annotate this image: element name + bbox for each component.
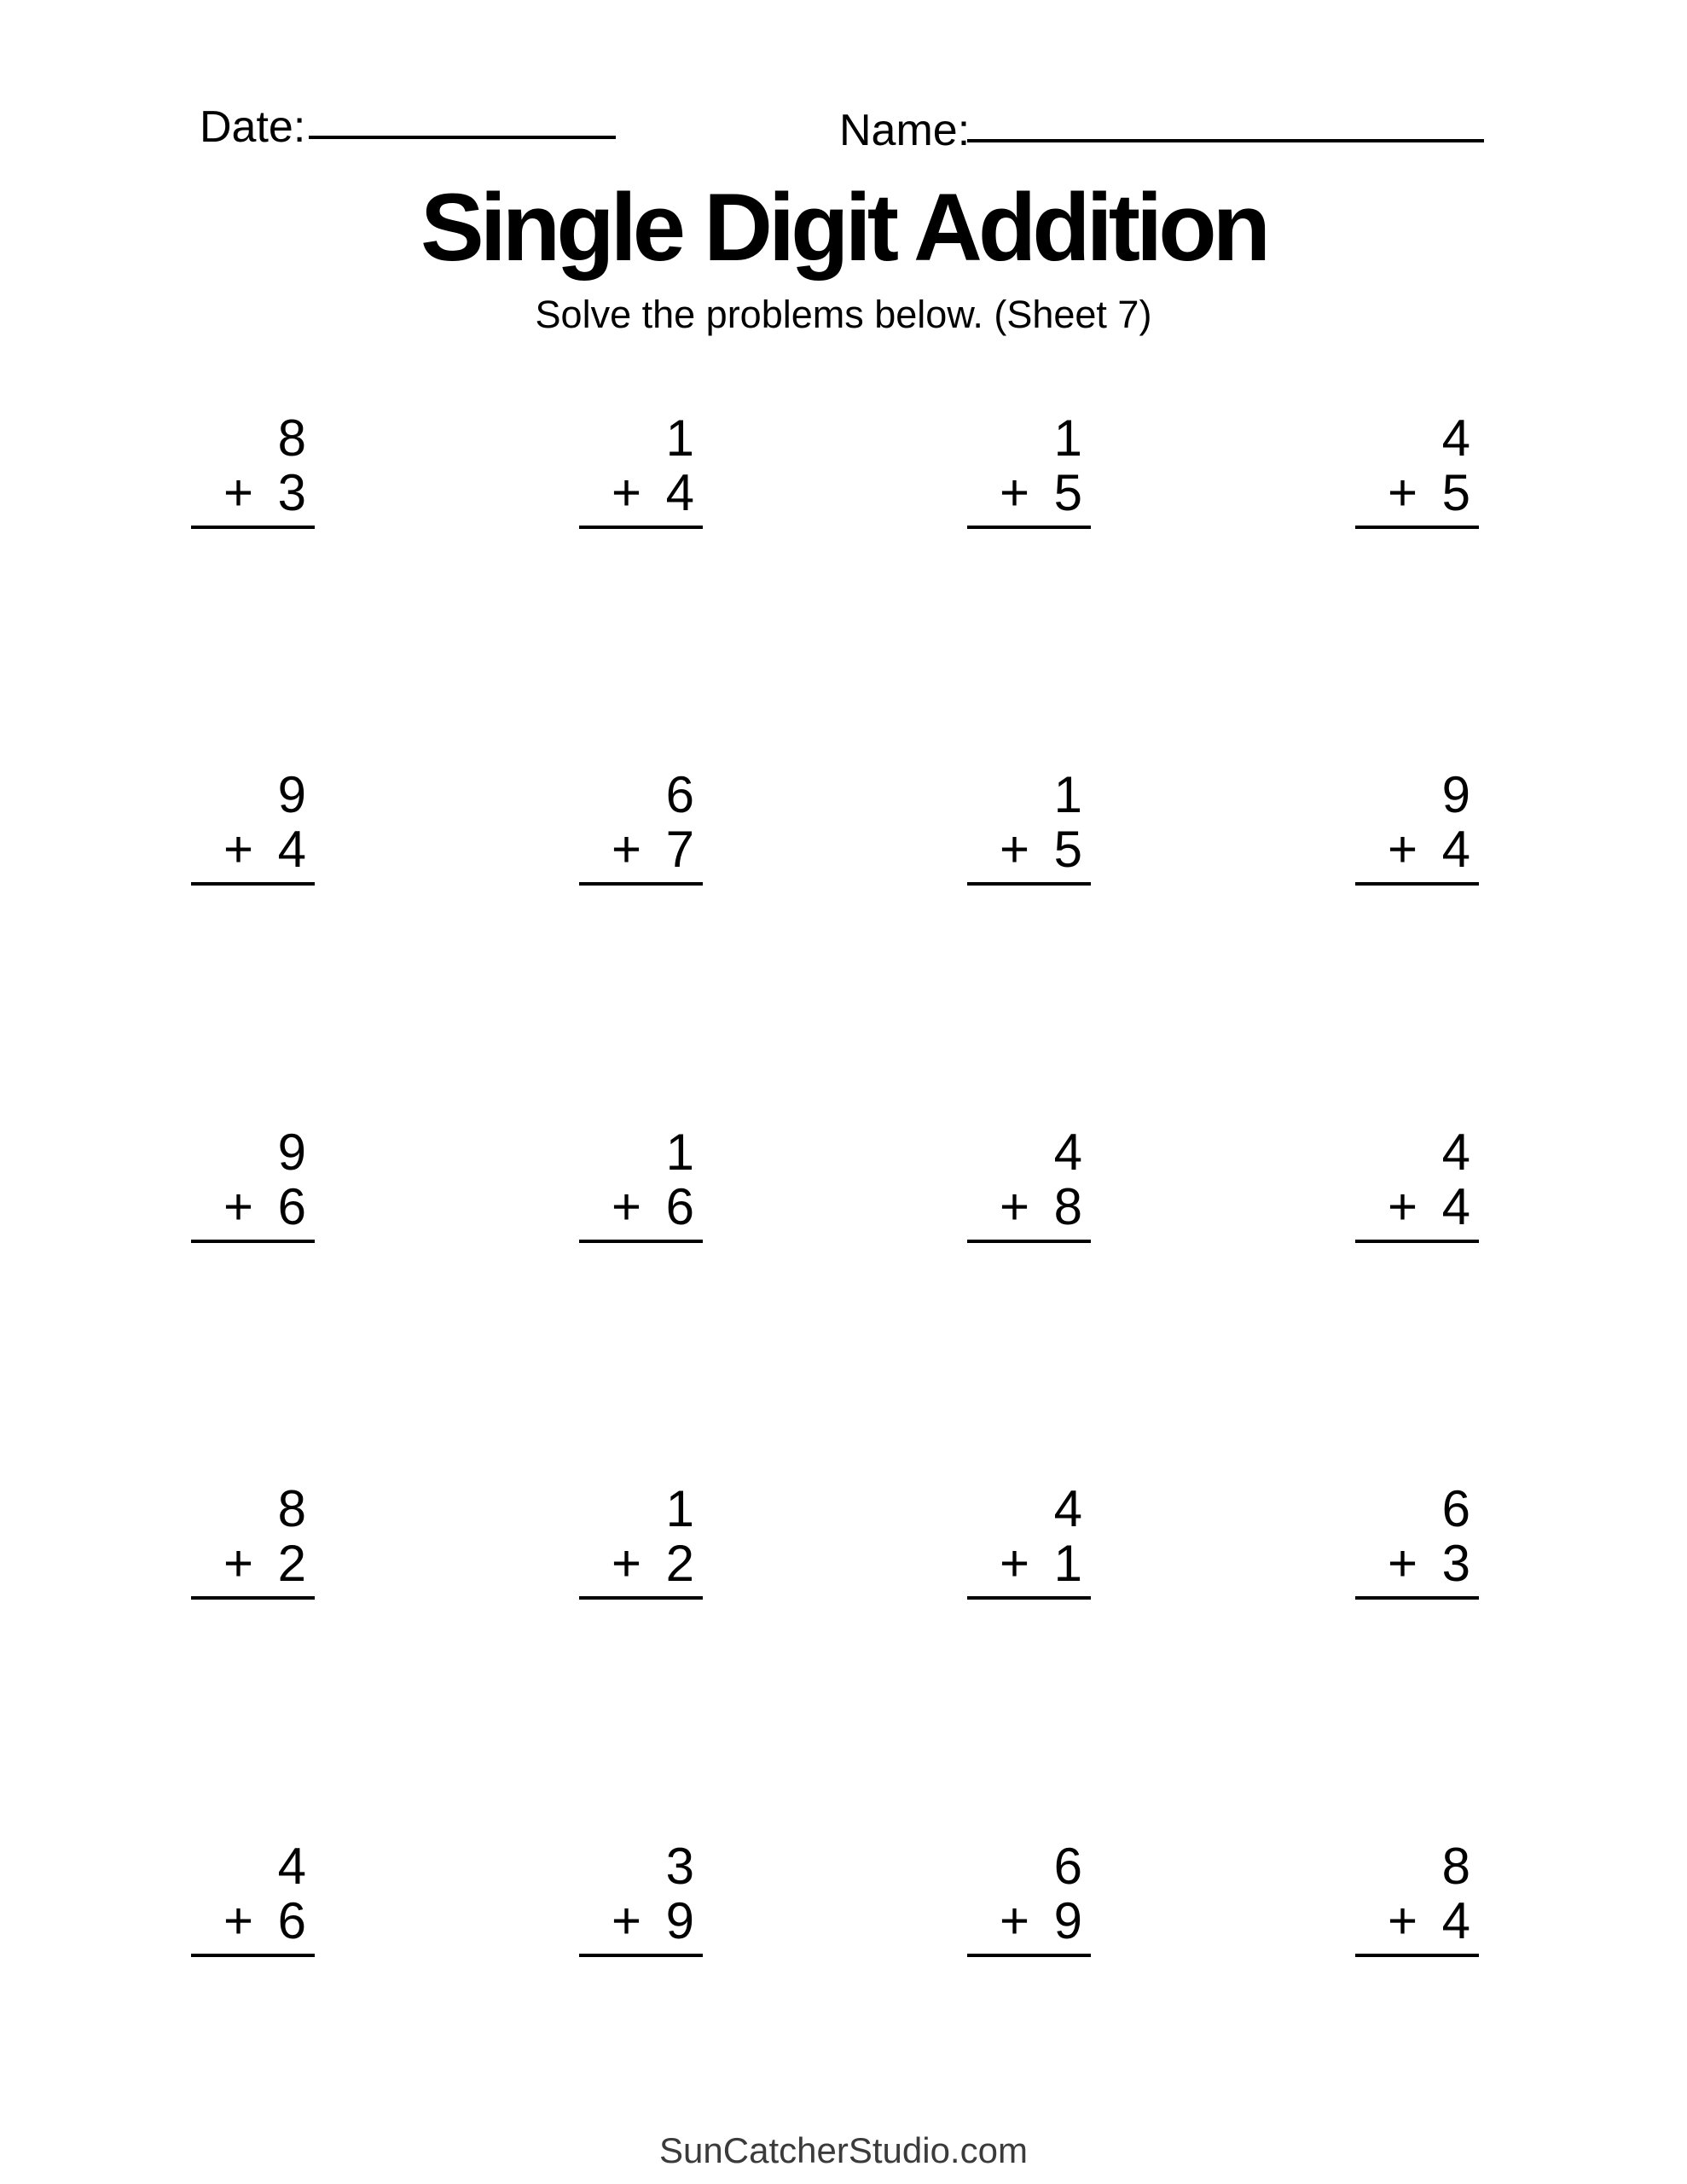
answer-line[interactable] xyxy=(191,1596,315,1600)
bottom-line xyxy=(191,1894,315,1949)
top-operand: 1 xyxy=(665,1480,694,1537)
bottom-line xyxy=(967,1894,1091,1949)
plus-operator: + xyxy=(223,821,254,878)
addition-problem xyxy=(191,1125,315,1243)
plus-operator: + xyxy=(1388,1892,1418,1949)
bottom-line xyxy=(967,1536,1091,1591)
top-operand: 6 xyxy=(1053,1838,1082,1895)
plus-operator: + xyxy=(1388,464,1418,521)
addition-problem xyxy=(1355,1125,1479,1243)
bottom-operand: 5 xyxy=(1441,464,1470,521)
addition-problem xyxy=(967,411,1091,529)
bottom-operand: 2 xyxy=(665,1535,694,1592)
bottom-operand: 4 xyxy=(665,464,694,521)
bottom-operand: 6 xyxy=(277,1178,306,1235)
top-operand: 4 xyxy=(1441,1124,1470,1181)
footer-site-credit: SunCatcherStudio.com xyxy=(659,2130,1028,2170)
plus-operator: + xyxy=(612,1535,642,1592)
answer-line[interactable] xyxy=(967,1954,1091,1957)
top-operand: 8 xyxy=(277,1480,306,1537)
bottom-operand: 7 xyxy=(665,821,694,878)
top-operand: 6 xyxy=(1441,1480,1470,1537)
answer-line[interactable] xyxy=(579,1954,703,1957)
bottom-line xyxy=(579,466,703,520)
plus-operator: + xyxy=(1000,1535,1030,1592)
plus-operator: + xyxy=(1388,1178,1418,1235)
top-operand: 3 xyxy=(665,1838,694,1895)
addition-problem xyxy=(191,411,315,529)
bottom-line xyxy=(191,466,315,520)
top-operand: 4 xyxy=(277,1838,306,1895)
page-title: Single Digit Addition xyxy=(420,174,1267,281)
name-label: Name: xyxy=(839,106,971,155)
plus-operator: + xyxy=(1000,821,1030,878)
bottom-line xyxy=(579,1536,703,1591)
plus-operator: + xyxy=(223,1892,254,1949)
bottom-line xyxy=(1355,822,1479,877)
bottom-operand: 6 xyxy=(277,1892,306,1949)
addition-problem xyxy=(579,1839,703,1957)
answer-line[interactable] xyxy=(967,1240,1091,1243)
problems-row xyxy=(191,411,1479,529)
answer-line[interactable] xyxy=(1355,882,1479,886)
addition-problem xyxy=(967,1839,1091,1957)
bottom-operand: 4 xyxy=(1441,1178,1470,1235)
bottom-line xyxy=(1355,466,1479,520)
plus-operator: + xyxy=(1388,1535,1418,1592)
addition-problem xyxy=(579,1125,703,1243)
bottom-line xyxy=(579,1894,703,1949)
top-operand: 8 xyxy=(277,410,306,467)
plus-operator: + xyxy=(223,1178,254,1235)
bottom-operand: 5 xyxy=(1053,821,1082,878)
plus-operator: + xyxy=(223,464,254,521)
answer-line[interactable] xyxy=(1355,1240,1479,1243)
answer-line[interactable] xyxy=(967,882,1091,886)
top-operand: 9 xyxy=(277,766,306,823)
top-operand: 1 xyxy=(665,1124,694,1181)
answer-line[interactable] xyxy=(191,882,315,886)
plus-operator: + xyxy=(612,1178,642,1235)
top-operand: 4 xyxy=(1441,410,1470,467)
bottom-line xyxy=(191,1180,315,1234)
bottom-line xyxy=(967,466,1091,520)
top-operand: 9 xyxy=(1441,766,1470,823)
plus-operator: + xyxy=(612,464,642,521)
bottom-line xyxy=(191,1536,315,1591)
addition-problem xyxy=(967,768,1091,886)
bottom-operand: 9 xyxy=(665,1892,694,1949)
addition-problem xyxy=(967,1125,1091,1243)
plus-operator: + xyxy=(612,1892,642,1949)
answer-line[interactable] xyxy=(579,1240,703,1243)
bottom-operand: 4 xyxy=(277,821,306,878)
plus-operator: + xyxy=(1000,1178,1030,1235)
answer-line[interactable] xyxy=(967,526,1091,529)
top-operand: 1 xyxy=(665,410,694,467)
answer-line[interactable] xyxy=(191,1954,315,1957)
bottom-line xyxy=(1355,1536,1479,1591)
bottom-operand: 1 xyxy=(1053,1535,1082,1592)
name-input-line[interactable] xyxy=(967,108,1484,142)
bottom-operand: 5 xyxy=(1053,464,1082,521)
bottom-operand: 9 xyxy=(1053,1892,1082,1949)
date-label: Date: xyxy=(200,102,306,152)
plus-operator: + xyxy=(1000,464,1030,521)
addition-problem xyxy=(1355,768,1479,886)
addition-problem xyxy=(191,768,315,886)
answer-line[interactable] xyxy=(1355,1596,1479,1600)
problems-row xyxy=(191,1839,1479,1957)
top-operand: 8 xyxy=(1441,1838,1470,1895)
answer-line[interactable] xyxy=(1355,526,1479,529)
problems-row xyxy=(191,1125,1479,1243)
top-operand: 1 xyxy=(1053,766,1082,823)
top-operand: 6 xyxy=(665,766,694,823)
bottom-operand: 4 xyxy=(1441,1892,1470,1949)
bottom-operand: 8 xyxy=(1053,1178,1082,1235)
answer-line[interactable] xyxy=(1355,1954,1479,1957)
top-operand: 4 xyxy=(1053,1480,1082,1537)
addition-problem xyxy=(579,411,703,529)
addition-problem xyxy=(191,1482,315,1600)
top-operand: 1 xyxy=(1053,410,1082,467)
bottom-operand: 2 xyxy=(277,1535,306,1592)
bottom-line xyxy=(579,822,703,877)
answer-line[interactable] xyxy=(191,1240,315,1243)
bottom-operand: 3 xyxy=(277,464,306,521)
answer-line[interactable] xyxy=(579,1596,703,1600)
bottom-line xyxy=(579,1180,703,1234)
answer-line[interactable] xyxy=(579,882,703,886)
answer-line[interactable] xyxy=(191,526,315,529)
addition-problem xyxy=(579,1482,703,1600)
addition-problem xyxy=(1355,411,1479,529)
addition-problem xyxy=(1355,1482,1479,1600)
addition-problem xyxy=(191,1839,315,1957)
top-operand: 4 xyxy=(1053,1124,1082,1181)
plus-operator: + xyxy=(612,821,642,878)
bottom-line xyxy=(1355,1180,1479,1234)
bottom-line xyxy=(191,822,315,877)
plus-operator: + xyxy=(1388,821,1418,878)
plus-operator: + xyxy=(223,1535,254,1592)
page-subtitle: Solve the problems below. (Sheet 7) xyxy=(535,293,1152,336)
bottom-operand: 4 xyxy=(1441,821,1470,878)
bottom-operand: 3 xyxy=(1441,1535,1470,1592)
date-input-line[interactable] xyxy=(309,105,616,139)
bottom-line xyxy=(1355,1894,1479,1949)
addition-problem xyxy=(579,768,703,886)
problems-row xyxy=(191,1482,1479,1600)
problems-row xyxy=(191,768,1479,886)
top-operand: 9 xyxy=(277,1124,306,1181)
answer-line[interactable] xyxy=(579,526,703,529)
answer-line[interactable] xyxy=(967,1596,1091,1600)
addition-problem xyxy=(1355,1839,1479,1957)
plus-operator: + xyxy=(1000,1892,1030,1949)
bottom-line xyxy=(967,822,1091,877)
addition-problem xyxy=(967,1482,1091,1600)
bottom-operand: 6 xyxy=(665,1178,694,1235)
bottom-line xyxy=(967,1180,1091,1234)
